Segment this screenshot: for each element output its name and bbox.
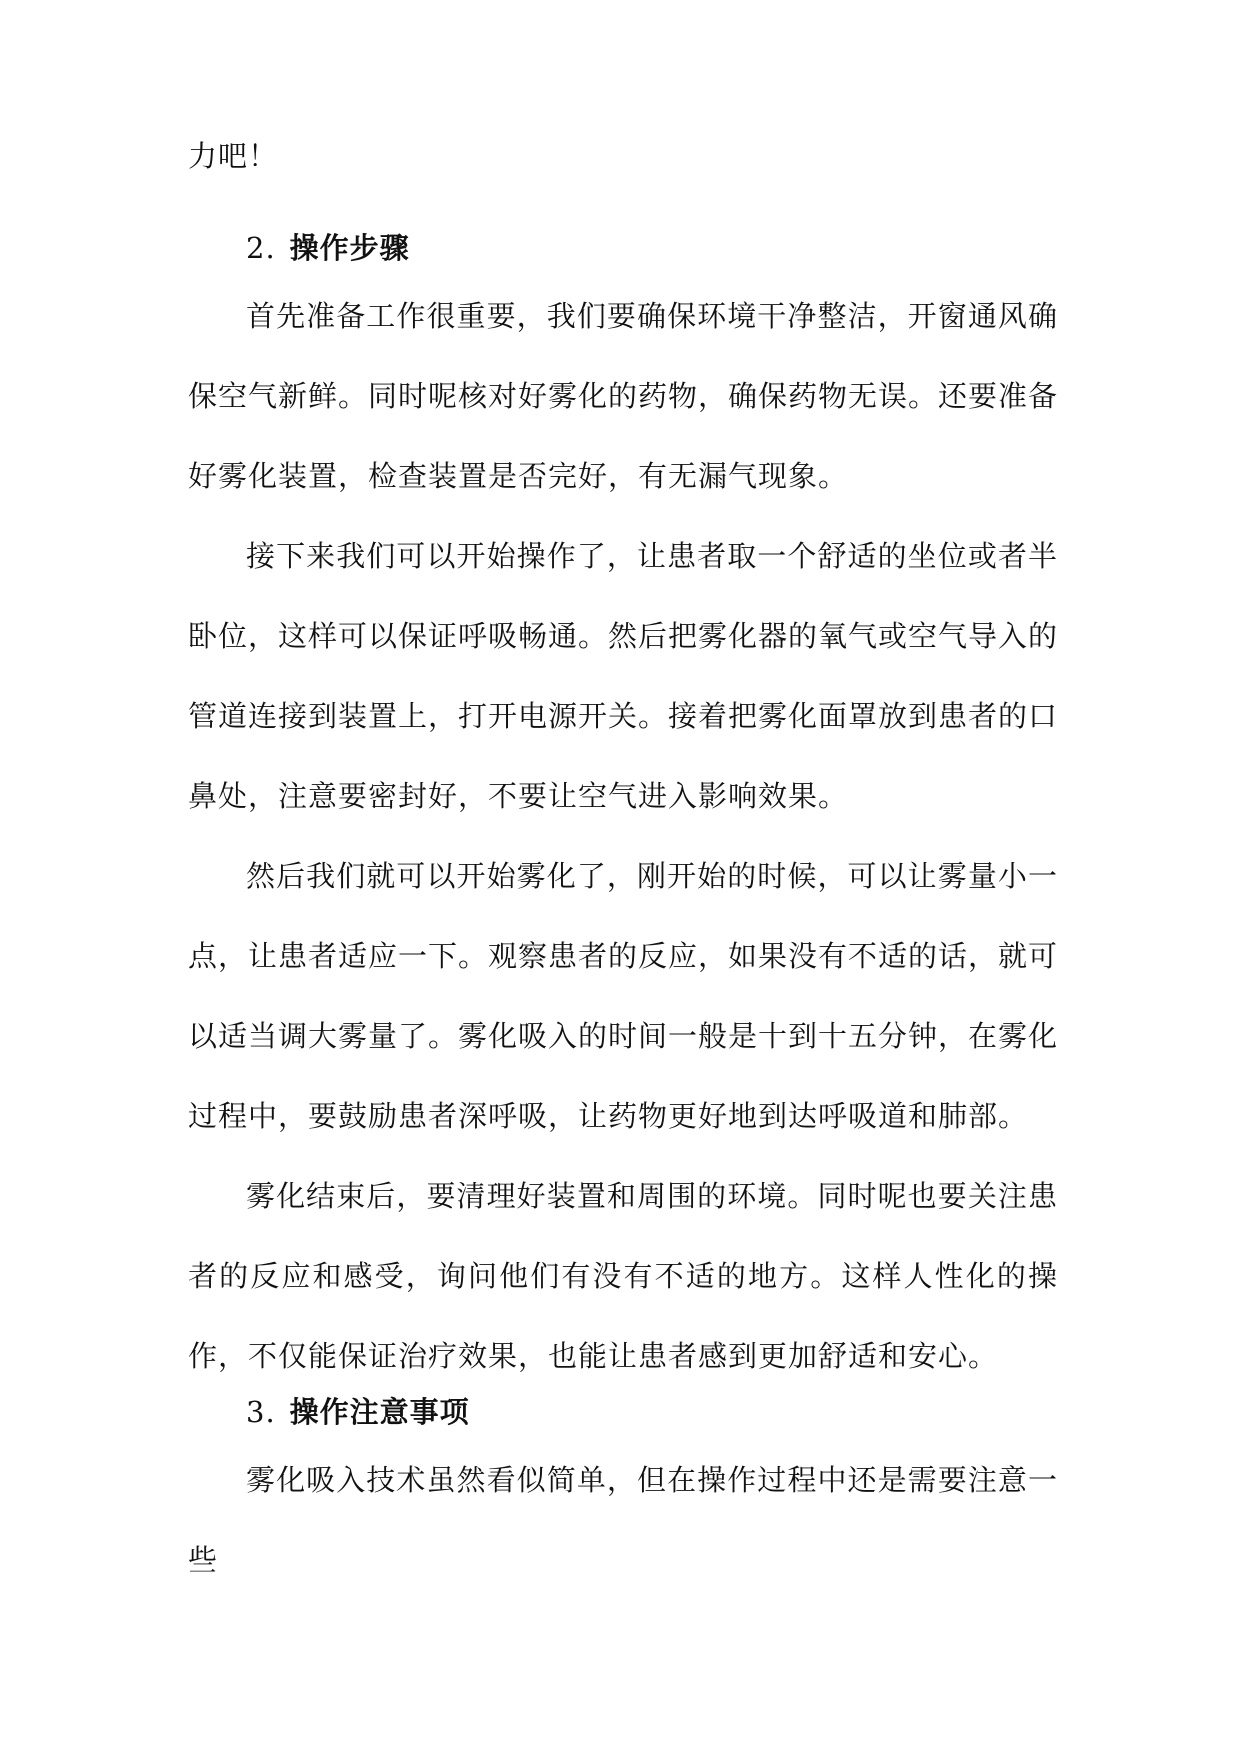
section-number: 3. xyxy=(246,1395,276,1429)
continued-text: 力吧！ xyxy=(188,139,279,173)
paragraph: 接下来我们可以开始操作了，让患者取一个舒适的坐位或者半卧位，这样可以保证呼吸畅通。然后把雾化器的氧气或空气导入的管道连接到装置上，打开电源开关。接着把雾化面罩放到患者的口鼻处，注意要密封好，不要让空气进入影响效果。 xyxy=(188,539,1059,813)
paragraph: 首先准备工作很重要，我们要确保环境干净整洁，开窗通风确保空气新鲜。同时呢核对好雾化的药物，确保药物无误。还要准备好雾化装置，检查装置是否完好，有无漏气现象。 xyxy=(188,299,1059,493)
section-title: 操作注意事项 xyxy=(289,1395,470,1429)
section-heading-3 xyxy=(246,1392,470,1432)
section-heading-2 xyxy=(246,228,410,268)
paragraph: 雾化结束后，要清理好装置和周围的环境。同时呢也要关注患者的反应和感受，询问他们有没有不适的地方。这样人性化的操作，不仅能保证治疗效果，也能让患者感到更加舒适和安心。 xyxy=(188,1179,1058,1373)
paragraph: 雾化吸入技术虽然看似简单，但在操作过程中还是需要注意一些 xyxy=(188,1463,1058,1577)
section-number: 2. xyxy=(246,231,276,265)
section-title: 操作步骤 xyxy=(289,231,410,265)
paragraph: 然后我们就可以开始雾化了，刚开始的时候，可以让雾量小一点，让患者适应一下。观察患者的反应，如果没有不适的话，就可以适当调大雾量了。雾化吸入的时间一般是十到十五分钟，在雾化过程中，要鼓励患者深呼吸，让药物更好地到达呼吸道和肺部。 xyxy=(188,859,1059,1133)
